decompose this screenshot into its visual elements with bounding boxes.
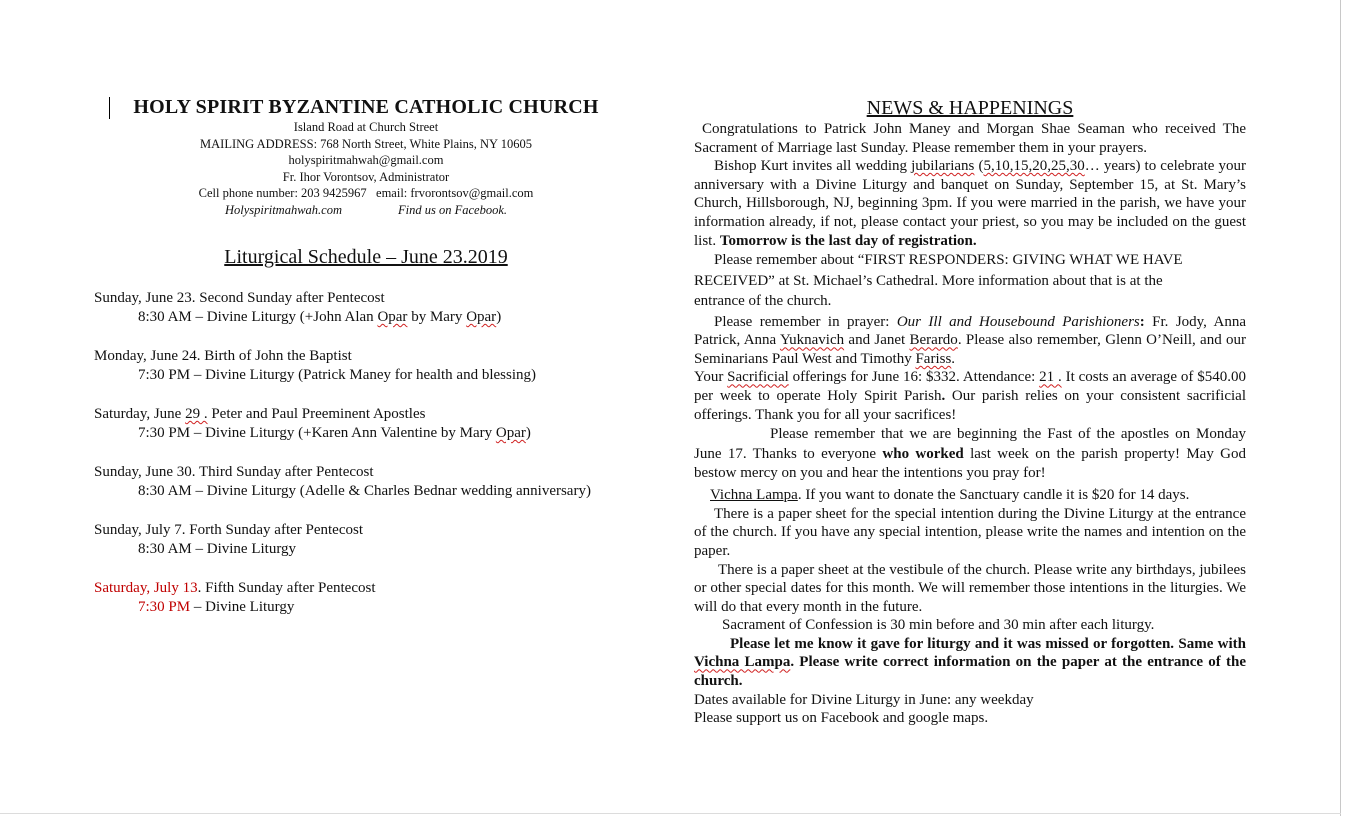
facebook-text[interactable]: Find us on Facebook. — [398, 202, 508, 217]
para-text: Fr. Jody, Anna Patrick, Anna — [694, 313, 1246, 349]
spell-word: Berardo — [909, 332, 958, 349]
svc-spell-word: Opar — [466, 309, 497, 325]
entry-service[interactable] — [94, 308, 654, 327]
para-text: Bishop Kurt invites all wedding — [714, 158, 912, 175]
para-bold: . — [941, 388, 946, 405]
news-title[interactable]: NEWS & HAPPENINGS — [866, 97, 1074, 119]
entry-service[interactable]: 8:30 AM – Divine Liturgy — [138, 541, 297, 557]
news-paragraph[interactable] — [694, 561, 1246, 617]
links-row — [90, 202, 642, 219]
news-paragraph[interactable] — [694, 368, 1246, 424]
spell-word: Fariss — [915, 350, 952, 367]
news-paragraph[interactable] — [694, 157, 1246, 250]
para-text: Please remember that we are beginning the Fast of the apostles on Monday June 17. Thanks to everyone — [694, 426, 1246, 462]
para-bold: : — [1139, 313, 1145, 330]
schedule-entry — [94, 463, 654, 521]
news-paragraph[interactable] — [694, 691, 1246, 710]
schedule-entry — [94, 579, 654, 637]
schedule-entry — [94, 347, 654, 405]
day-highlight: Saturday, July 13 — [94, 580, 198, 596]
news-paragraph[interactable] — [694, 709, 1246, 728]
spell-word: Yuknavich — [779, 332, 845, 349]
para-text: . Please also remember, Glenn O’Neill, and our Seminarians Paul West and Timothy — [694, 332, 1246, 367]
schedule-entry — [94, 521, 654, 579]
entry-service[interactable] — [94, 424, 654, 443]
para-italic: Our Ill and Housebound Parishioners — [896, 313, 1140, 330]
entry-service[interactable] — [94, 598, 654, 617]
day-text: . Fifth Sunday after Pentecost — [197, 580, 376, 596]
day-spell-word: 29 . — [185, 406, 208, 422]
svc-text: ) — [525, 425, 531, 441]
spell-word: jubilarians — [911, 158, 975, 175]
entry-service[interactable]: 8:30 AM – Divine Liturgy (Adelle & Charles Bednar wedding anniversary) — [138, 483, 591, 499]
church-title[interactable]: HOLY SPIRIT BYZANTINE CATHOLIC CHURCH — [133, 96, 599, 118]
para-text: Please support us on Facebook and google maps. — [694, 710, 989, 727]
svc-spell-word: Opar — [495, 425, 526, 441]
page-edge-bottom — [0, 813, 1341, 814]
schedule-list — [94, 289, 654, 637]
schedule-entry — [94, 405, 654, 463]
spell-word: 5,10,15,20,25,30 — [983, 158, 1085, 175]
church-email[interactable]: holyspiritmahwah@gmail.com — [288, 153, 444, 167]
para-text: . Please write correct information on the paper at the entrance of the church. — [694, 654, 1246, 690]
news-paragraph[interactable] — [694, 485, 1246, 505]
para-text: It costs an average of $540.00 per week to operate Holy Spirit Parish — [694, 369, 1246, 405]
entry-day[interactable] — [94, 405, 654, 424]
para-bold: who worked — [882, 445, 964, 462]
entry-day[interactable]: Sunday, June 23. Second Sunday after Pentecost — [94, 290, 385, 306]
spell-word: Vichna Lampa — [694, 654, 791, 671]
mailing-address[interactable]: MAILING ADDRESS: 768 North Street, White Plains, NY 10605 — [200, 136, 532, 151]
para-text: Please remember about “FIRST RESPONDERS: GIVING WHAT WE HAVE RECEIVED” at St. Michael’s Cathedral. More information about that is at the entrance of the church. — [694, 252, 1183, 310]
schedule-title[interactable]: Liturgical Schedule – June 23.2019 — [224, 246, 508, 268]
para-underline: Vichna Lampa — [710, 486, 798, 503]
news-paragraph[interactable] — [694, 616, 1246, 635]
para-text: Our parish relies on your consistent sacrificial offerings. Thank you for all your sacrifices! — [694, 388, 1246, 423]
right-column — [694, 96, 1246, 728]
svc-text: 7:30 PM – Divine Liturgy (+Karen Ann Valentine by Mary — [138, 425, 496, 441]
schedule-entry — [94, 289, 654, 347]
contact-line[interactable]: Cell phone number: 203 9425967 email: frvorontsov@gmail.com — [198, 186, 534, 200]
day-text: Peter and Paul Preeminent Apostles — [207, 406, 426, 422]
entry-service[interactable]: 7:30 PM – Divine Liturgy (Patrick Maney for health and blessing) — [138, 367, 536, 383]
para-text: Congratulations to Patrick John Maney and Morgan Shae Seaman who received The Sacrament of Marriage last Sunday. Please remember them in your prayers. — [694, 121, 1246, 156]
svc-text: 8:30 AM – Divine Liturgy (+John Alan — [138, 309, 378, 325]
para-text: Please let me know it gave for liturgy and it was missed or forgotten. Same with — [730, 635, 1246, 652]
para-text: There is a paper sheet for the special intention during the Divine Liturgy at the entrance of the church. If you have any special intention, please write the names and intention on the paper. — [694, 505, 1246, 559]
para-text: . If you want to donate the Sanctuary candle it is $20 for 14 days. — [797, 486, 1190, 503]
entry-day[interactable] — [94, 579, 654, 598]
news-paragraph[interactable] — [694, 505, 1246, 561]
para-text: ( — [974, 158, 984, 175]
news-paragraph[interactable] — [694, 313, 1246, 369]
para-text: offerings for June 16: $332. Attendance: — [788, 369, 1040, 386]
news-paragraph[interactable] — [694, 635, 1246, 691]
para-text: There is a paper sheet at the vestibule of the church. Please write any birthdays, jubilees or other special dates for this month. We will remember those intentions in the liturgies. We will do that every month in the future. — [694, 561, 1246, 615]
para-text: Dates available for Divine Liturgy in June: any weekday — [694, 691, 1034, 708]
para-text: … years) to celebrate your anniversary with a Divine Liturgy and banquet on Sunday, September 15, at St. Mary’s Church, Hillsborough, NJ, beginning 3pm. If you were married in the parish, we have your information already, if not, please contact your priest, so you may be included on the guest list. — [694, 158, 1246, 249]
spell-word: Sacrificial — [727, 369, 789, 386]
administrator[interactable]: Fr. Ihor Vorontsov, Administrator — [282, 169, 450, 184]
svc-text: by Mary — [407, 309, 467, 325]
news-paragraph[interactable] — [694, 120, 1246, 157]
svc-spell-word: Opar — [377, 309, 408, 325]
time-highlight: 7:30 PM — [138, 599, 191, 615]
news-paragraph[interactable] — [694, 425, 1246, 484]
svc-text: ) — [496, 309, 502, 325]
day-text: Saturday, June — [94, 406, 186, 422]
para-text: Your — [694, 369, 728, 386]
entry-day[interactable]: Sunday, June 30. Third Sunday after Pentecost — [94, 464, 374, 480]
entry-day[interactable]: Sunday, July 7. Forth Sunday after Pentecost — [94, 522, 363, 538]
entry-day[interactable]: Monday, June 24. Birth of John the Baptist — [94, 348, 352, 364]
para-text: Sacrament of Confession is 30 min before and 30 min after each liturgy. — [722, 617, 1155, 634]
svc-text: – Divine Liturgy — [190, 599, 295, 615]
website-text[interactable]: Holyspiritmahwah.com — [224, 202, 342, 217]
church-address[interactable]: Island Road at Church Street — [293, 120, 439, 134]
left-column — [94, 95, 654, 637]
news-paragraph[interactable] — [694, 250, 1214, 312]
para-text: last week on the parish property! May God bestow mercy on you and hear the intentions you pray for! — [694, 445, 1246, 482]
para-text: Please remember in prayer: — [714, 313, 897, 330]
para-text: and Janet — [844, 332, 910, 349]
page-edge — [1340, 0, 1341, 816]
spell-word: 21 . — [1039, 369, 1062, 386]
para-bold: Tomorrow is the last day of registration. — [719, 232, 977, 249]
para-text: . — [951, 350, 956, 367]
